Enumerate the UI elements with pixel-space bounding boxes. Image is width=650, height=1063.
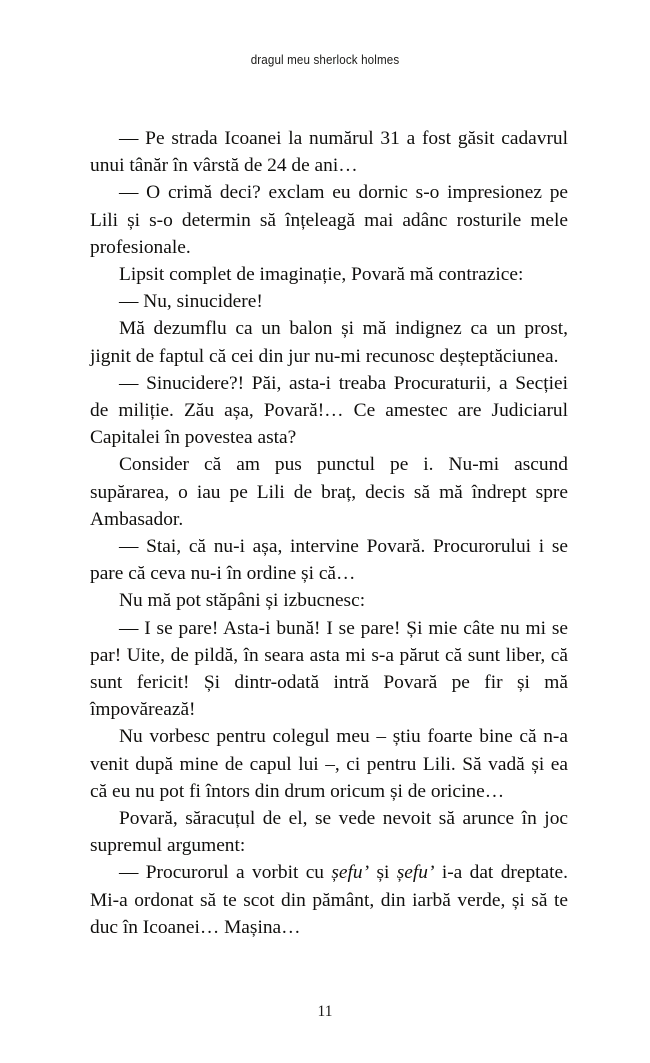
paragraph: — Nu, sinucidere!	[119, 291, 263, 313]
paragraph: — O crimă deci? exclam eu dornic s-o impresionez pe Lili și s-o determin să înțeleagă mai adânc rosturile mele profesionale.	[90, 182, 568, 258]
page-number: 11	[317, 1003, 333, 1020]
paragraph: Mă dezumflu ca un balon și mă indignez ca un prost, jignit de faptul că cei din jur nu-mi recunosc deșteptăciunea.	[90, 318, 568, 367]
emphasised-text: șefu’	[396, 862, 435, 884]
paragraph-mixed: — Procurorul a vorbit cu șefu’ și șefu’ i-a dat dreptate. Mi-a ordonat să te scot din pământ, din iarbă verde, și să te duc în Icoanei… Mașina…	[90, 862, 568, 938]
running-head: dragul meu sherlock holmes	[250, 52, 400, 67]
paragraph: Nu mă pot stăpâni și izbucnesc:	[119, 590, 366, 612]
paragraph: — Sinucidere?! Păi, asta-i treaba Procuraturii, a Secției de miliție. Zău așa, Povară!… Ce amestec are Judiciarul Capitalei în povestea asta?	[90, 372, 568, 449]
emphasised-text: șefu’	[331, 862, 370, 884]
paragraph: Povară, săracuțul de el, se vede nevoit să arunce în joc supremul argument:	[90, 808, 568, 857]
paragraph: — Stai, că nu-i așa, intervine Povară. Procurorului i se pare că ceva nu-i în ordine și că…	[90, 536, 568, 585]
paragraph: Consider că am pus punctul pe i. Nu-mi ascund supărarea, o iau pe Lili de braț, decis să mă îndrept spre Ambasador.	[90, 454, 568, 530]
paragraph: — Pe strada Icoanei la numărul 31 a fost găsit cadavrul unui tânăr în vârstă de 24 de ani…	[90, 128, 568, 177]
paragraph: — I se pare! Asta-i bună! I se pare! Și mie câte nu mi se par! Uite, de pildă, în seara asta mi s-a părut că sunt liber, că sunt fericit! Și dintr-odată intră Povară pe fir și mă împovărează!	[90, 617, 568, 721]
paragraph: Nu vorbesc pentru colegul meu – știu foarte bine că n-a venit după mine de capul lui –, ci pentru Lili. Să vadă și ea că eu nu pot fi întors din drum oricum și de oricine…	[90, 726, 568, 802]
body-text-block	[90, 125, 568, 941]
paragraph: Lipsit complet de imaginație, Povară mă contrazice:	[119, 264, 524, 286]
